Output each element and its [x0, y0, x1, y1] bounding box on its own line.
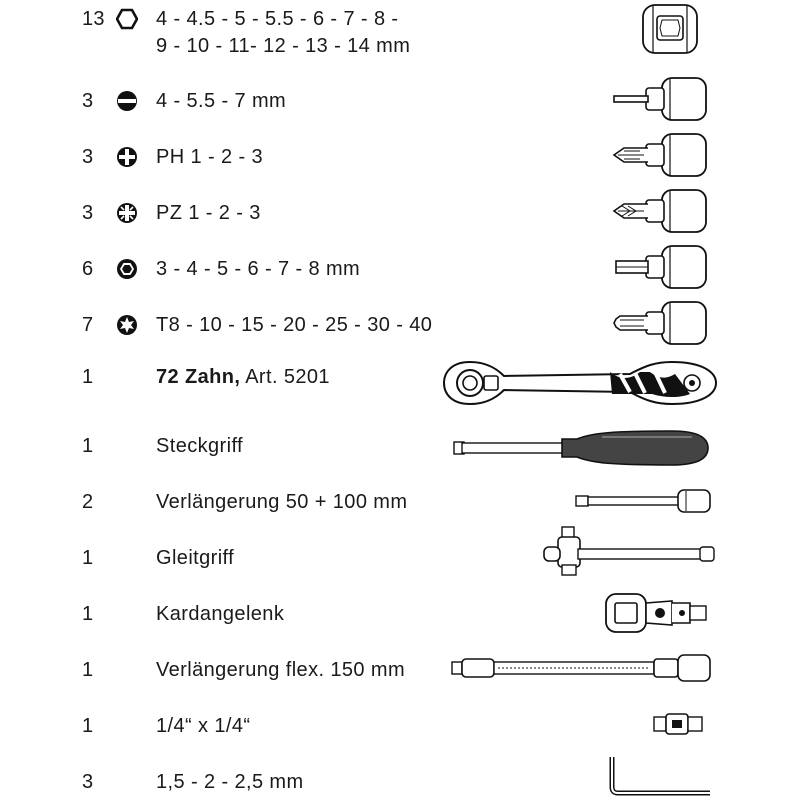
item-description: Gleitgriff — [156, 547, 235, 569]
quantity: 1 — [82, 659, 94, 681]
flexible-extension-icon — [448, 651, 716, 685]
quantity: 3 — [82, 146, 94, 168]
article-number: Art. 5201 — [240, 366, 330, 388]
hex-key-icon — [606, 755, 716, 799]
quantity: 1 — [82, 435, 94, 457]
hex-bit-icon — [116, 258, 138, 280]
item-description: Steckgriff — [156, 435, 243, 457]
socket-icon — [640, 2, 700, 58]
slotted-bit-socket-icon — [610, 76, 710, 122]
quantity: 13 — [82, 8, 105, 30]
item-description: Verlängerung 50 + 100 mm — [156, 491, 408, 513]
quantity: 7 — [82, 314, 94, 336]
item-description: PZ 1 - 2 - 3 — [156, 202, 261, 224]
quantity: 1 — [82, 547, 94, 569]
torx-bit-socket-icon — [610, 300, 710, 346]
pozidriv-icon — [116, 202, 138, 224]
quantity: 3 — [82, 771, 94, 793]
phillips-bit-socket-icon — [610, 132, 710, 178]
item-description: 4 - 5.5 - 7 mm — [156, 90, 287, 112]
item-description: 1,5 - 2 - 2,5 mm — [156, 771, 304, 793]
description-line-1: 4 - 4.5 - 5 - 5.5 - 6 - 7 - 8 - — [156, 8, 399, 30]
quantity: 1 — [82, 603, 94, 625]
quantity: 3 — [82, 202, 94, 224]
description-line-2: 9 - 10 - 11- 12 - 13 - 14 mm — [156, 35, 411, 57]
quantity: 2 — [82, 491, 94, 513]
item-description: 3 - 4 - 5 - 6 - 7 - 8 mm — [156, 258, 361, 280]
torx-icon — [116, 314, 138, 336]
quantity: 6 — [82, 258, 94, 280]
slotted-icon — [116, 90, 138, 112]
ratchet-icon — [440, 358, 720, 408]
extension-bar-icon — [572, 487, 714, 515]
item-description — [156, 8, 410, 58]
item-description: Kardangelenk — [156, 603, 285, 625]
phillips-icon — [116, 146, 138, 168]
item-description: T8 - 10 - 15 - 20 - 25 - 30 - 40 — [156, 314, 433, 336]
universal-joint-icon — [602, 591, 714, 635]
spinner-handle-icon — [452, 429, 712, 467]
quantity: 1 — [82, 715, 94, 737]
sliding-t-handle-icon — [540, 525, 720, 585]
item-description — [156, 366, 330, 389]
hex-bit-socket-icon — [610, 244, 710, 290]
ratchet-teeth: 72 Zahn, — [156, 366, 241, 388]
adapter-icon — [650, 711, 706, 737]
quantity: 3 — [82, 90, 94, 112]
item-description: Verlängerung flex. 150 mm — [156, 659, 406, 681]
item-description: 1/4“ x 1/4“ — [156, 715, 251, 737]
hex-socket-icon — [116, 8, 138, 30]
pozidriv-bit-socket-icon — [610, 188, 710, 234]
item-description: PH 1 - 2 - 3 — [156, 146, 264, 168]
quantity: 1 — [82, 366, 94, 388]
